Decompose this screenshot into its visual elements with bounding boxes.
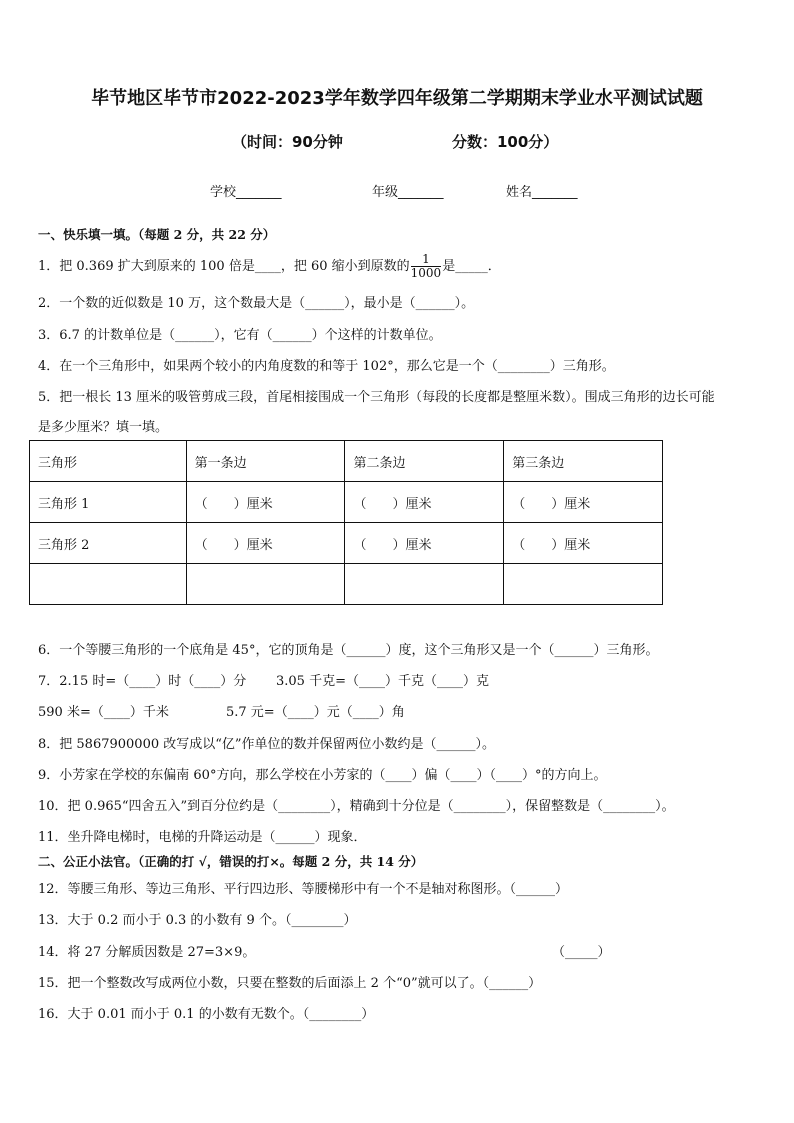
table-cell: 三角形 1 — [30, 482, 187, 523]
exam-score: 分数：100分） — [452, 133, 559, 151]
table-cell: 三角形 2 — [30, 523, 187, 564]
question-13: 13．大于 0.2 而小于 0.3 的小数有 9 个。（________） — [38, 913, 357, 928]
table-header-cell: 第一条边 — [186, 441, 345, 482]
question-11: 11．坐升降电梯时，电梯的升降运动是（______）现象． — [38, 830, 367, 845]
question-7-part-b: 3.05 千克=（____）千克（____）克 — [276, 674, 489, 689]
table-cell[interactable] — [186, 564, 345, 605]
table-row — [30, 523, 663, 564]
table-cell[interactable]: （ ）厘米 — [504, 482, 663, 523]
table-header-cell: 第三条边 — [504, 441, 663, 482]
question-12: 12．等腰三角形、等边三角形、平行四边形、等腰梯形中有一个不是轴对称图形。（______） — [38, 882, 569, 897]
question-16: 16．大于 0.01 而小于 0.1 的小数有无数个。（________） — [38, 1007, 375, 1022]
question-7-part-c: 590 米=（____）千米 — [38, 705, 169, 720]
table-header-cell: 第二条边 — [345, 441, 504, 482]
question-1 — [38, 253, 501, 280]
fraction — [411, 253, 442, 280]
table-cell[interactable] — [504, 564, 663, 605]
question-1-post: 是_____． — [442, 259, 501, 274]
triangle-table — [29, 440, 663, 605]
exam-time: （时间：90分钟 — [232, 133, 343, 151]
question-2: 2．一个数的近似数是 10 万，这个数最大是（______），最小是（______）。 — [38, 296, 475, 311]
question-8: 8．把 5867900000 改写成以“亿”作单位的数并保留两位小数约是（______）。 — [38, 737, 496, 752]
question-14-blank[interactable]: （_____） — [552, 945, 611, 960]
question-6: 6．一个等腰三角形的一个底角是 45°，它的顶角是（______）度，这个三角形又是一个（______）三角形。 — [38, 643, 659, 658]
table-row — [30, 482, 663, 523]
table-cell[interactable]: （ ）厘米 — [345, 482, 504, 523]
question-3: 3．6.7 的计数单位是（______），它有（______）个这样的计数单位。 — [38, 328, 442, 343]
table-header-row — [30, 441, 663, 482]
grade-field: 年级_______ — [372, 185, 444, 200]
table-cell[interactable]: （ ）厘米 — [186, 523, 345, 564]
name-field: 姓名_______ — [506, 185, 578, 200]
section-2-heading: 二、公正小法官。（正确的打 √，错误的打×。每题 2 分，共 14 分） — [38, 854, 424, 869]
question-9: 9．小芳家在学校的东偏南 60°方向，那么学校在小芳家的（____）偏（____）（____）°的方向上。 — [38, 768, 607, 783]
page-title: 毕节地区毕节市2022-2023学年数学四年级第二学期期末学业水平测试试题 — [91, 88, 703, 109]
fraction-denominator: 1000 — [410, 266, 442, 280]
table-cell[interactable] — [345, 564, 504, 605]
question-5-line-2: 是多少厘米？填一填。 — [38, 420, 169, 435]
question-7-part-d: 5.7 元=（____）元（____）角 — [226, 705, 405, 720]
table-cell[interactable] — [30, 564, 187, 605]
table-row — [30, 564, 663, 605]
question-14: 14．将 27 分解质因数是 27=3×9。 — [38, 945, 256, 960]
question-15: 15．把一个整数改写成两位小数，只要在整数的后面添上 2 个“0”就可以了。（______） — [38, 976, 542, 991]
question-4: 4．在一个三角形中，如果两个较小的内角度数的和等于 102°，那么它是一个（________）三角形。 — [38, 359, 615, 374]
question-5-line-1: 5．把一根长 13 厘米的吸管剪成三段，首尾相接围成一个三角形（每段的长度都是整厘米数）。围成三角形的边长可能 — [38, 390, 715, 405]
section-1-heading: 一、快乐填一填。（每题 2 分，共 22 分） — [38, 227, 276, 242]
fraction-numerator: 1 — [411, 253, 442, 267]
table-cell[interactable]: （ ）厘米 — [504, 523, 663, 564]
table-cell[interactable]: （ ）厘米 — [186, 482, 345, 523]
question-7-part-a: 7．2.15 时=（____）时（____）分 — [38, 674, 247, 689]
school-field: 学校_______ — [210, 185, 282, 200]
question-1-pre: 1．把 0.369 扩大到原来的 100 倍是____，把 60 缩小到原数的 — [38, 259, 410, 274]
table-header-cell: 三角形 — [30, 441, 187, 482]
table-cell[interactable]: （ ）厘米 — [345, 523, 504, 564]
question-10: 10．把 0.965“四舍五入”到百分位约是（________），精确到十分位是（________），保留整数是（________）。 — [38, 799, 675, 814]
